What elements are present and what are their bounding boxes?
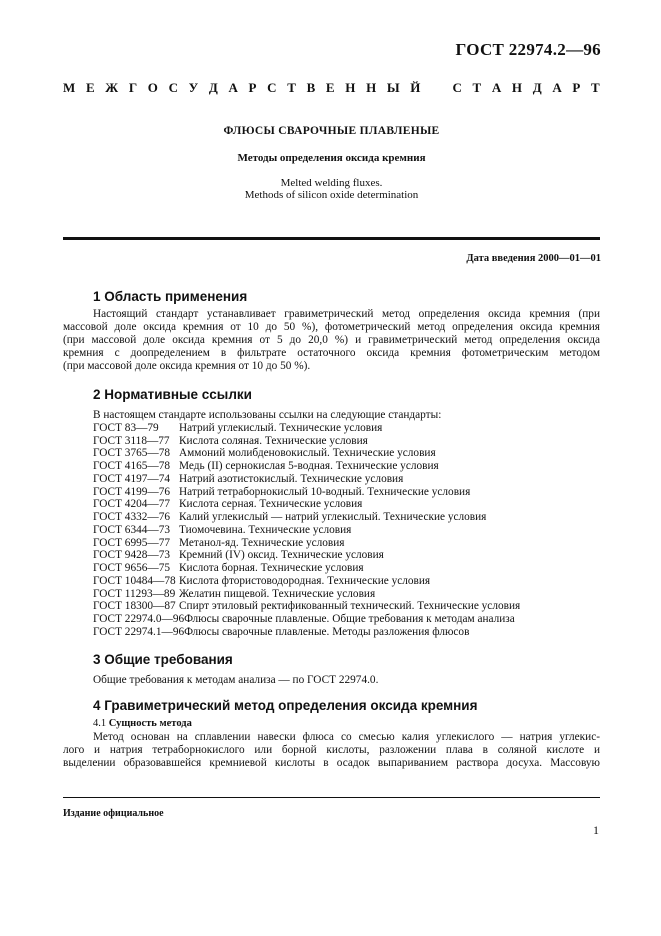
- reference-title: Кислота соляная. Технические условия: [179, 434, 368, 447]
- reference-title: Кислота фтористоводородная. Технические условия: [179, 574, 431, 587]
- banner-letter: Е: [325, 80, 335, 95]
- section-3-text: Общие требования к методам анализа — по ГОСТ 22974.0.: [93, 674, 379, 686]
- banner-letter: А: [491, 80, 502, 95]
- english-title-line-2: Methods of silicon oxide determination: [244, 189, 419, 201]
- document-title: ФЛЮСЫ СВАРОЧНЫЕ ПЛАВЛЕНЫЕ: [223, 125, 440, 137]
- document-code: ГОСТ 22974.2—96: [455, 40, 601, 59]
- reference-item: [93, 600, 520, 613]
- banner-letter: Й: [410, 80, 421, 95]
- reference-item: [93, 435, 520, 448]
- reference-item: [93, 613, 520, 626]
- reference-item: [93, 626, 520, 639]
- reference-item: [93, 460, 520, 473]
- banner-letter: С: [168, 80, 178, 95]
- reference-title: Натрий углекислый. Технические условия: [179, 421, 383, 434]
- footer-divider: [63, 797, 600, 798]
- standard-type-banner: [63, 80, 600, 96]
- reference-title: Кремний (IV) оксид. Технические условия: [179, 549, 384, 562]
- section-1-line: Настоящий стандарт устанавливает гравиметрический метод определения оксида кремния (при: [93, 308, 600, 320]
- reference-code: ГОСТ 4204—77: [93, 498, 170, 511]
- subsection-number: 4.1: [93, 718, 107, 729]
- banner-letter: Т: [472, 80, 482, 95]
- section-4-line: выделении образовавшейся кремниевой кислоты в осадок выпариванием раствора досуха. Массовую: [63, 757, 600, 769]
- reference-title: Калий углекислый — натрий углекислый. Технические условия: [179, 511, 487, 523]
- section-1-heading: 1 Область применения: [93, 289, 248, 304]
- reference-title: Кислота борная. Технические условия: [179, 562, 364, 574]
- normative-references-list: [93, 409, 520, 639]
- banner-letter: Р: [572, 80, 581, 95]
- section-4-line: лого и натрия тетраборнокислого или борной кислоты, разложении плава в соляной кислоте и: [63, 744, 600, 756]
- banner-letter: Г: [128, 80, 138, 95]
- reference-title: Натрий тетраборнокислый 10-водный. Технические условия: [179, 485, 471, 498]
- reference-code: ГОСТ 11293—89: [93, 587, 176, 600]
- official-edition-label: Издание официальное: [63, 808, 164, 819]
- section-3-body: [93, 674, 600, 687]
- reference-item: [93, 575, 520, 588]
- reference-item: [93, 537, 520, 550]
- reference-code: ГОСТ 83—79: [93, 421, 159, 434]
- section-1-line: массовой доле оксида кремния от 10 до 50 %), фотометрический метод определения оксида кремния: [63, 321, 600, 333]
- reference-title: Кислота серная. Технические условия: [179, 498, 363, 511]
- banner-letter: А: [228, 80, 238, 95]
- banner-letter: С: [267, 80, 277, 95]
- banner-letter: Е: [85, 80, 95, 95]
- reference-title: Медь (II) сернокислая 5-водная. Технические условия: [179, 460, 439, 472]
- banner-letter: А: [552, 80, 562, 95]
- section-1-body: [63, 308, 600, 373]
- reference-item: [93, 524, 520, 537]
- reference-code: ГОСТ 3765—78: [93, 447, 170, 460]
- subsection-4-1-heading: [93, 718, 192, 729]
- section-1-line: (при массовой доле оксида кремния от 10 до 50 %).: [63, 360, 311, 372]
- reference-title: Спирт этиловый ректификованный технический. Технические условия: [179, 600, 521, 613]
- introduction-date: Дата введения 2000—01—01: [466, 253, 601, 264]
- title-divider: [63, 237, 600, 240]
- reference-item: [93, 473, 520, 486]
- banner-letter: Т: [287, 80, 296, 95]
- reference-title: Натрий азотистокислый. Технические условия: [179, 472, 404, 485]
- section-2-heading: 2 Нормативные ссылки: [93, 387, 252, 402]
- reference-item: [93, 588, 520, 601]
- reference-title: Желатин пищевой. Технические условия: [179, 587, 376, 600]
- banner-letter: Т: [591, 80, 600, 95]
- section-4-line: Метод основан на сплавлении навески флюса со смесью калия углекислого — натрия углекис-: [93, 731, 600, 743]
- reference-code: ГОСТ 22974.0—96: [93, 613, 185, 625]
- reference-code: ГОСТ 4199—76: [93, 485, 170, 498]
- section-1-line: (при массовой доле оксида кремния от 5 до 20,0 %) и гравиметрический метод определения оксида: [63, 334, 600, 346]
- section-1-line: кремния с доопределением в фильтрате остаточного оксида кремния фотометрическим методом: [63, 347, 600, 359]
- section-4-body: [63, 731, 600, 770]
- reference-title: Аммоний молибденовокислый. Технические условия: [179, 447, 436, 460]
- reference-item: [93, 549, 520, 562]
- banner-letter: Ы: [386, 80, 400, 95]
- reference-code: ГОСТ 10484—78: [93, 574, 176, 587]
- reference-item: [93, 447, 520, 460]
- reference-title: Тиомочевина. Технические условия: [179, 523, 352, 536]
- banner-letter: Д: [208, 80, 218, 95]
- reference-title: Метанол-яд. Технические условия: [179, 536, 345, 549]
- reference-code: ГОСТ 6344—73: [93, 523, 170, 536]
- banner-letter: Р: [248, 80, 257, 95]
- reference-code: ГОСТ 4197—74: [93, 472, 170, 485]
- subsection-title: Сущность метода: [108, 718, 192, 729]
- reference-code: ГОСТ 9428—73: [93, 549, 170, 562]
- reference-title: Флюсы сварочные плавленые. Методы разложения флюсов: [184, 625, 470, 638]
- banner-letter: У: [188, 80, 199, 95]
- banner-letter: Д: [532, 80, 542, 95]
- english-title-line-1: Melted welding fluxes.: [280, 177, 383, 189]
- reference-item: [93, 511, 520, 524]
- banner-letter: О: [147, 80, 158, 95]
- reference-item: [93, 498, 520, 511]
- banner-letter: М: [63, 80, 76, 95]
- banner-letter: С: [452, 80, 462, 95]
- reference-item: [93, 422, 520, 435]
- reference-item: [93, 562, 520, 575]
- reference-item: [93, 486, 520, 499]
- banner-letter: Ж: [105, 80, 119, 95]
- reference-code: ГОСТ 6995—77: [93, 536, 170, 549]
- banner-letter: В: [306, 80, 316, 95]
- reference-code: ГОСТ 4165—78: [93, 460, 170, 472]
- reference-title: Флюсы сварочные плавленые. Общие требования к методам анализа: [184, 613, 515, 625]
- reference-code: ГОСТ 9656—75: [93, 562, 170, 574]
- reference-code: ГОСТ 4332—76: [93, 511, 170, 523]
- reference-code: ГОСТ 3118—77: [93, 434, 170, 447]
- banner-letter: Н: [366, 80, 377, 95]
- document-subtitle: Методы определения оксида кремния: [237, 152, 426, 164]
- banner-letter: Н: [345, 80, 356, 95]
- page-number: 1: [593, 823, 599, 837]
- section-4-heading: 4 Гравиметрический метод определения оксида кремния: [93, 698, 478, 713]
- references-intro: В настоящем стандарте использованы ссылки на следующие стандарты:: [93, 409, 442, 421]
- section-3-heading: 3 Общие требования: [93, 652, 233, 667]
- banner-letter: Н: [511, 80, 523, 95]
- reference-code: ГОСТ 22974.1—96: [93, 625, 185, 638]
- reference-code: ГОСТ 18300—87: [93, 600, 176, 613]
